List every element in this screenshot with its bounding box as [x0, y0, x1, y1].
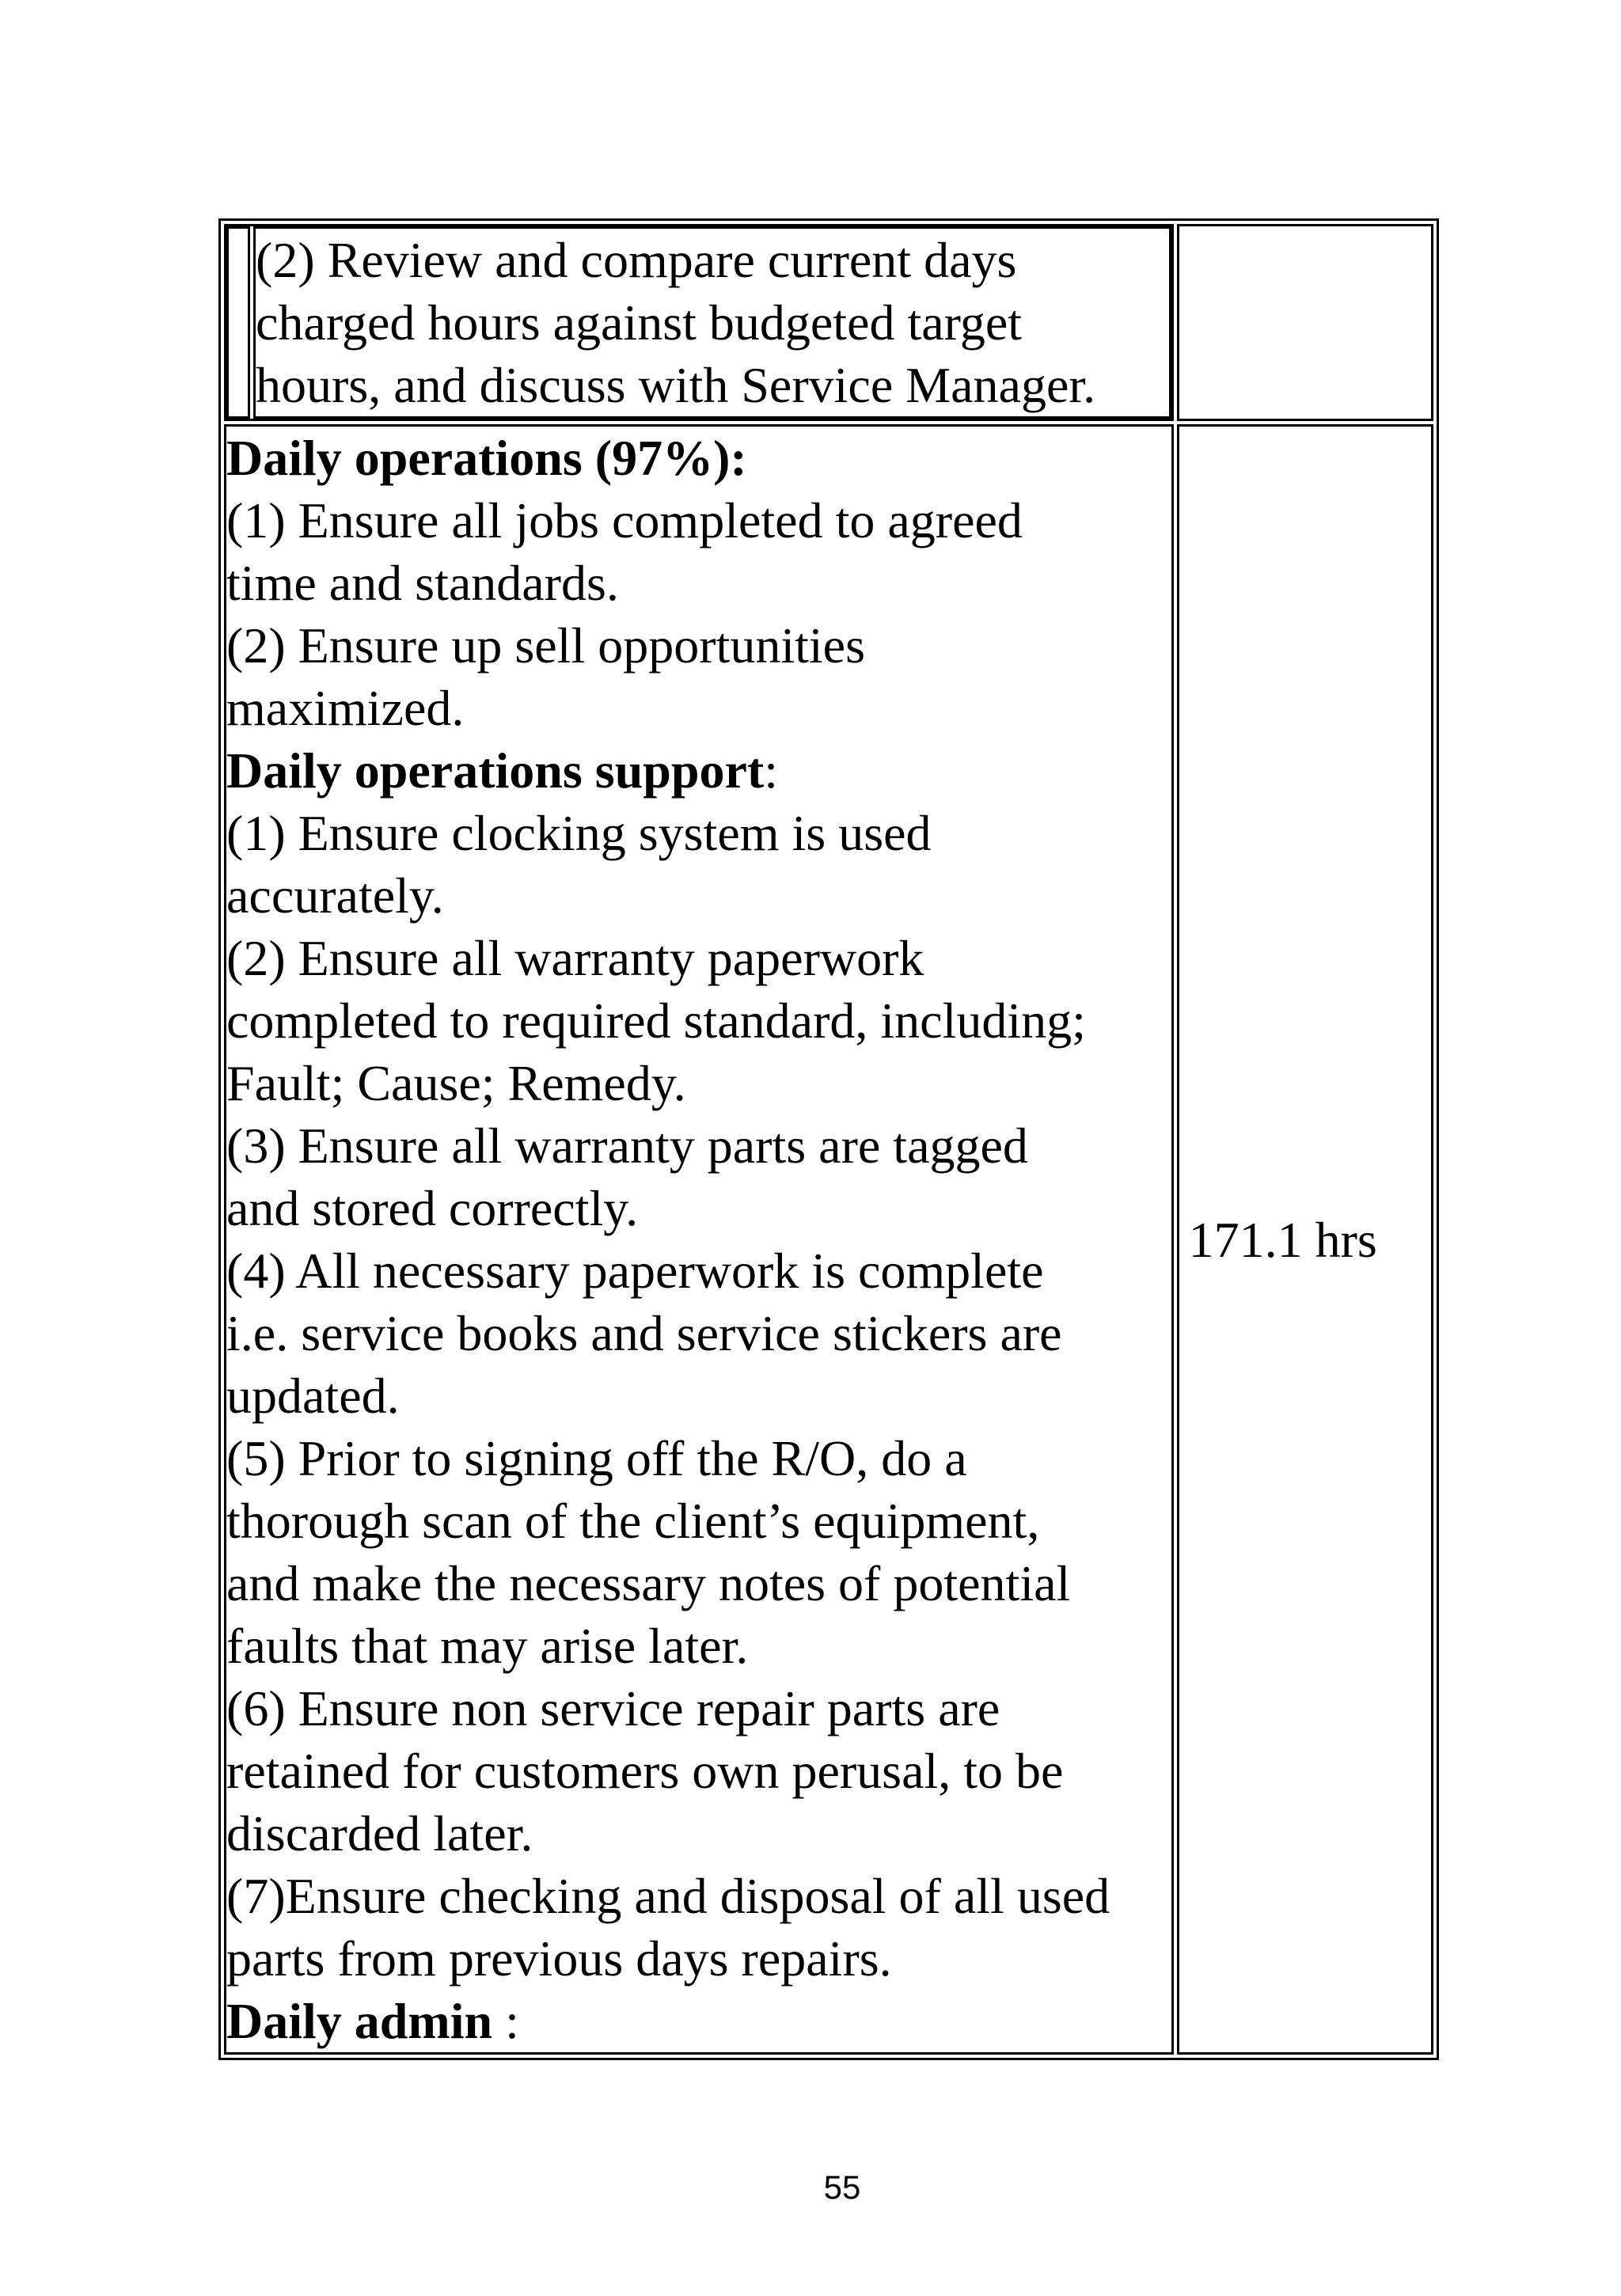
text-line: charged hours against budgeted target: [256, 294, 1022, 351]
text-line: discarded later.: [226, 1805, 533, 1861]
admin-colon: :: [492, 1993, 519, 2049]
text-line: thorough scan of the client’s equipment,: [226, 1493, 1040, 1549]
support-colon: :: [764, 742, 778, 799]
text-line: accurately.: [226, 867, 444, 924]
page-number: 55: [823, 2169, 861, 2206]
text-line: (2) Review and compare current days: [256, 232, 1017, 288]
nested-cell: [224, 224, 1174, 421]
text-line: and make the necessary notes of potential: [226, 1555, 1071, 1611]
support-heading-line: [226, 739, 1171, 802]
hours-cell: 171.1 hrs: [1177, 424, 1433, 2055]
table-row: [226, 226, 1171, 419]
text-line: (7)Ensure checking and disposal of all used: [226, 1868, 1110, 1924]
text-line: (6) Ensure non service repair parts are: [226, 1680, 1000, 1736]
text-line: updated.: [226, 1368, 400, 1424]
text-line: maximized.: [226, 680, 465, 736]
text-line: time and standards.: [226, 555, 619, 611]
text-line: parts from previous days repairs.: [226, 1930, 892, 1987]
text-line: (2) Ensure all warranty paperwork: [226, 930, 924, 986]
table-row: [224, 224, 1433, 421]
text-line: completed to required standard, including;: [226, 992, 1086, 1049]
nested-gutter-cell: [226, 226, 250, 419]
admin-heading: Daily admin: [226, 1993, 493, 2049]
text-line: (4) All necessary paperwork is complete: [226, 1243, 1044, 1299]
support-heading: Daily operations support: [226, 742, 765, 799]
text-line: (5) Prior to signing off the R/O, do a: [226, 1430, 967, 1486]
table-row: [224, 424, 1433, 2055]
review-text-cell: [253, 226, 1171, 419]
empty-side-cell: [1177, 224, 1433, 421]
text-line: (1) Ensure all jobs completed to agreed: [226, 492, 1023, 548]
text-line: Fault; Cause; Remedy.: [226, 1055, 686, 1111]
duties-table: [218, 218, 1439, 2060]
nested-table: [223, 223, 1175, 422]
text-line: and stored correctly.: [226, 1180, 639, 1236]
daily-operations-heading: Daily operations (97%):: [226, 430, 747, 486]
text-line: hours, and discuss with Service Manager.: [256, 357, 1096, 413]
text-line: (1) Ensure clocking system is used: [226, 805, 932, 861]
text-line: (2) Ensure up sell opportunities: [226, 617, 865, 674]
admin-heading-line: [226, 1990, 1171, 2052]
text-line: i.e. service books and service stickers are: [226, 1305, 1062, 1361]
text-line: retained for customers own perusal, to be: [226, 1743, 1064, 1799]
text-line: faults that may arise later.: [226, 1618, 749, 1674]
daily-operations-cell: [224, 424, 1174, 2055]
text-line: (3) Ensure all warranty parts are tagged: [226, 1118, 1028, 1174]
